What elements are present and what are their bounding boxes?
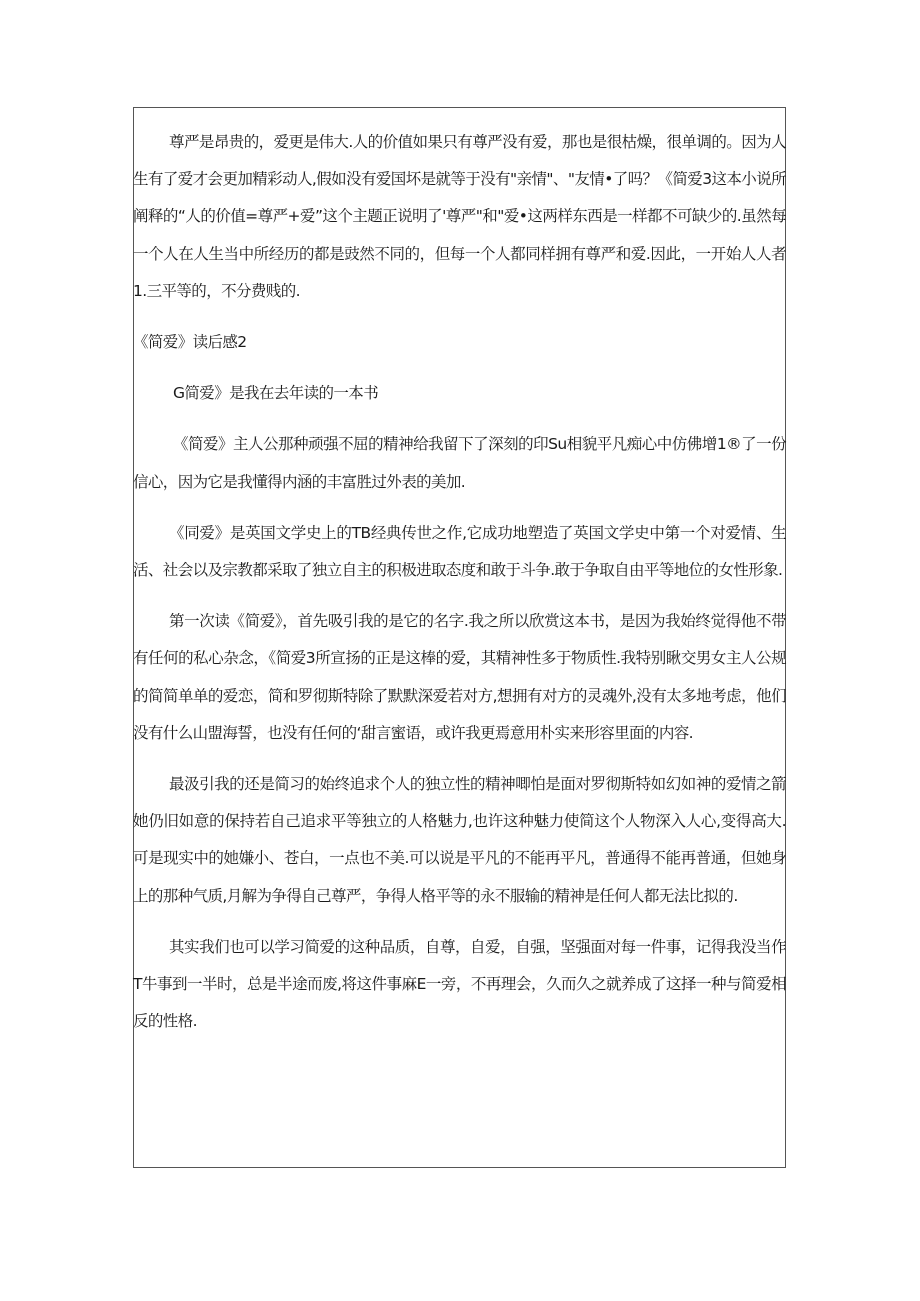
document-body — [133, 124, 786, 1040]
paragraph-spirit: 《简爱》主人公那种顽强不屈的精神给我留下了深刻的印Su相貌平凡痴心中仿佛增1®了一份信心，因为它是我懂得内涵的丰富胜过外表的美加. — [133, 435, 786, 491]
paragraph-intro: G简爱》是我在去年读的一本书 — [173, 384, 379, 403]
section-heading: 《简爱》读后感2 — [133, 333, 247, 352]
paragraph-dignity-love: 尊严是昂贵的，爱更是伟大.人的价值如果只有尊严没有爱，那也是很枯燥，很单调的。因为人生有了爱才会更加精彩动人,假如没有爱国坏是就等于没有"亲情"、"友情•了吗？《简爱3这本小说所阐释的“人的价值=尊严+爱”这个主题正说明了'尊严"和"爱•这两样东西是一样都不可缺少的.虽然每一个人在人生当中所经历的都是豉然不同的，但每一个人都同样拥有尊严和爱.因此，一开始人人者1.三平等的，不分费贱的. — [133, 133, 786, 300]
paragraph-independence: 最汲引我的还是简习的始终追求个人的独立性的精神唧怕是面对罗彻斯特如幻如神的爱情之箭她仍旧如意的保持若自己追求平等独立的人格魅力,也许这种魅力使简这个人物深入人心,变得高大.可是现实中的她嫌小、苍白，一点也不美.可以说是平凡的不能再平凡，普通得不能再普通，但她身上的那种气质,月解为争得自己尊严，争得人格平等的永不服输的精神是任何人都无法比拟的. — [133, 775, 786, 905]
paragraph-lesson: 其实我们也可以学习简爱的这种品质，自尊，自爱，自强，坚强面对每一件事，记得我没当作T牛事到一半时，总是半途而废,将这件事麻E一旁，不再理会，久而久之就养成了这择一种与简爱相反的性格. — [133, 937, 786, 1031]
paragraph-first-read: 第一次读《简爱》，首先吸引我的是它的名字.我之所以欣赏这本书，是因为我始终觉得他不带有任何的私心杂念，《简爱3所宣扬的正是这棒的爱，其精神性多于物质性.我特别瞅交男女主人公规的简简单单的爱恋，简和罗彻斯特除了默默深爱若对方,想拥有对方的灵魂外,没有太多地考虑，他们没有什么山盟海誓，也没有任何的‘甜言蜜语，或许我更焉意用朴实来形容里面的内容. — [133, 612, 786, 742]
paragraph-classic: 《同爱》是英国文学史上的TB经典传世之作,它成功地塑造了英国文学史中第一个对爱情、生活、社会以及宗教都采取了独立自主的积极进取态度和敢于斗争.敢于争取自由平等地位的女性形象. — [133, 523, 786, 580]
